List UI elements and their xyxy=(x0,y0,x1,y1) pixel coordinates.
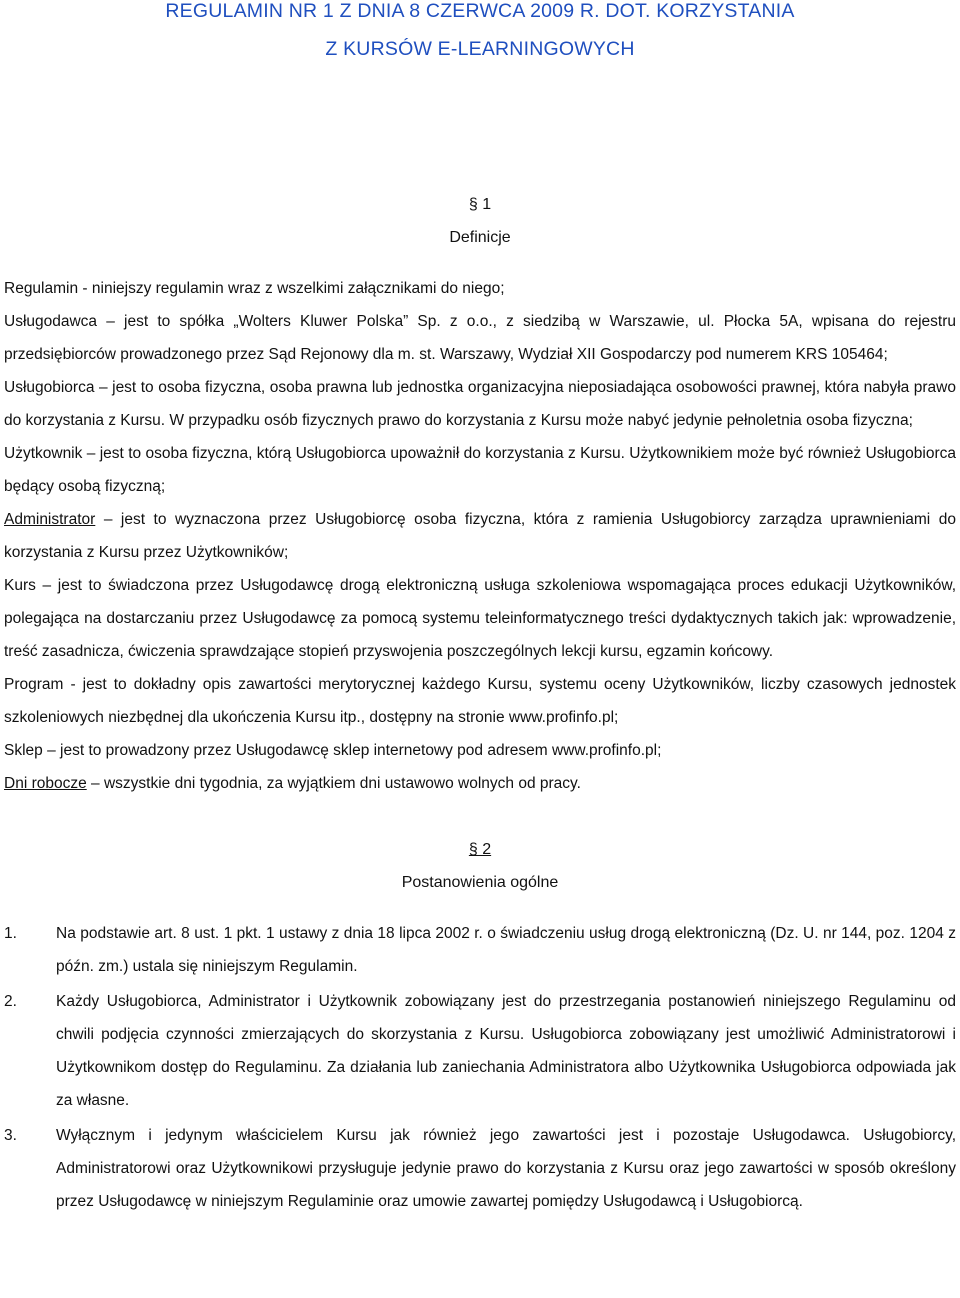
list-item xyxy=(4,917,956,983)
definition-term: Użytkownik xyxy=(4,445,83,462)
definition-text: – jest to spółka „Wolters Kluwer Polska” Sp. z o.o., z siedzibą w Warszawie, ul. Płocka 5A, wpisana do rejestru przedsiębiorców prowadzonego przez Sąd Rejonowy dla m. st. Warszawy, Wydział XII Gospodarczy pod numerem KRS 105464; xyxy=(4,313,956,363)
definition-text: – jest to wyznaczona przez Usługobiorcę osoba fizyczna, która z ramienia Usługobiorcy zarządza uprawnieniami do korzystania z Kursu przez Użytkowników; xyxy=(4,511,956,561)
definition-uzytkownik xyxy=(4,437,956,503)
section-1-heading xyxy=(4,188,956,254)
document-page xyxy=(4,0,956,1220)
list-item-number: 2. xyxy=(4,993,17,1010)
definition-term: Regulamin xyxy=(4,280,79,297)
definition-term: Usługodawca xyxy=(4,313,98,330)
definitions-list xyxy=(4,272,956,800)
definition-text: – jest to prowadzony przez Usługodawcę sklep internetowy pod adresem www.profinfo.pl; xyxy=(42,742,662,759)
list-item-text: Każdy Usługobiorca, Administrator i Użytkownik zobowiązany jest do przestrzegania postanowień niniejszego Regulaminu od chwili podjęcia czynności zmierzających do skorzystania z Kursu. Usługobiorca zobowiązany jest umożliwić Administratorowi i Użytkownikom dostęp do Regulaminu. Za działania lub zaniechania Administratora albo Użytkownika Usługobiorca odpowiada jak za własne. xyxy=(56,993,956,1109)
definition-kurs xyxy=(4,569,956,668)
definition-text: - niniejszy regulamin wraz z wszelkimi załącznikami do niego; xyxy=(78,280,505,297)
title-line-1: REGULAMIN NR 1 Z DNIA 8 CZERWCA 2009 R. DOT. KORZYSTANIA xyxy=(165,0,795,22)
definition-text: – wszystkie dni tygodnia, za wyjątkiem dni ustawowo wolnych od pracy. xyxy=(86,775,581,792)
definition-uslugobiorca xyxy=(4,371,956,437)
section-1-mark: § 1 xyxy=(468,196,492,213)
list-item-text: Na podstawie art. 8 ust. 1 pkt. 1 ustawy z dnia 18 lipca 2002 r. o świadczeniu usług drogą elektroniczną (Dz. U. nr 144, poz. 1204 z późn. zm.) ustala się niniejszym Regulamin. xyxy=(56,925,956,975)
definition-term: Dni robocze xyxy=(4,775,87,792)
list-item-text: Wyłącznym i jedynym właścicielem Kursu jak również jego zawartości jest i pozostaje Usługodawca. Usługobiorcy, Administratorowi oraz Użytkownikowi przysługuje jedynie prawo do korzystania z Kursu oraz jego zawartości w sposób określony przez Usługodawcę w niniejszym Regulaminie oraz umowie zawartej pomiędzy Usługodawcą i Usługobiorcą. xyxy=(56,1127,956,1210)
definition-sklep xyxy=(4,734,956,767)
list-item xyxy=(4,1119,956,1218)
general-provisions-list xyxy=(4,917,956,1218)
definition-text: – jest to świadczona przez Usługodawcę drogą elektroniczną usługa szkoleniowa wspomagająca proces edukacji Użytkowników, polegająca na dostarczaniu przez Usługodawcę za pomocą systemu teleinformatycznego treści dydaktycznych takich jak: wprowadzenie, treść zasadnicza, ćwiczenia sprawdzające stopień przyswojenia poszczególnych lekcji kursu, egzamin końcowy. xyxy=(4,577,956,660)
definition-text: – jest to osoba fizyczna, którą Usługobiorca upoważnił do korzystania z Kursu. Użytkownikiem może być również Usługobiorca będący osobą fizyczną; xyxy=(4,445,956,495)
list-item-number: 3. xyxy=(4,1127,17,1144)
list-item-number: 1. xyxy=(4,925,17,942)
definition-uslugodawca xyxy=(4,305,956,371)
definition-term: Administrator xyxy=(4,511,96,528)
section-2-heading xyxy=(4,833,956,899)
definition-text: - jest to dokładny opis zawartości merytorycznej każdego Kursu, systemu oceny Użytkowników, liczby czasowych jednostek szkoleniowych niezbędnej dla ukończenia Kursu itp., dostępny na stronie www.profinfo.pl; xyxy=(4,676,956,726)
section-1-title: Definicje xyxy=(449,229,511,246)
definition-administrator xyxy=(4,503,956,569)
section-2-title: Postanowienia ogólne xyxy=(401,874,559,891)
list-item xyxy=(4,985,956,1117)
definition-dni-robocze xyxy=(4,767,956,800)
definition-text: – jest to osoba fizyczna, osoba prawna lub jednostka organizacyjna nieposiadająca osobowości prawnej, która nabyła prawo do korzystania z Kursu. W przypadku osób fizycznych prawo do korzystania z Kursu może nabyć jedynie pełnoletnia osoba fizyczna; xyxy=(4,379,956,429)
document-title xyxy=(4,0,956,68)
title-line-2: Z KURSÓW E-LEARNINGOWYCH xyxy=(325,38,635,60)
definition-term: Program xyxy=(4,676,64,693)
definition-term: Sklep xyxy=(4,742,43,759)
definition-regulamin xyxy=(4,272,956,305)
definition-term: Kurs xyxy=(4,577,36,594)
section-2-mark: § 2 xyxy=(468,841,492,858)
definition-term: Usługobiorca xyxy=(4,379,95,396)
definition-program xyxy=(4,668,956,734)
